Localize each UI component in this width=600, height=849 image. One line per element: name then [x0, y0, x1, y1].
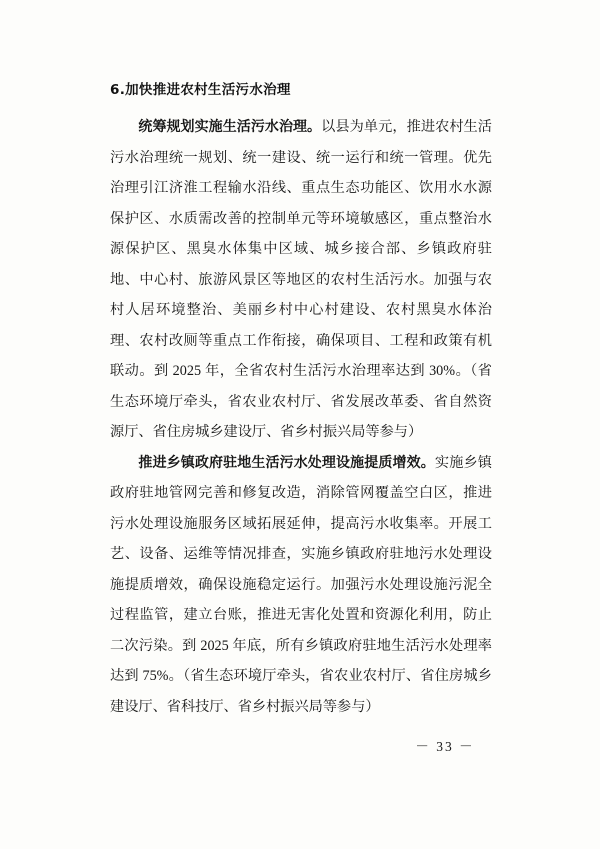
- paragraph-2: [110, 448, 492, 723]
- paragraph-2-body: 实施乡镇政府驻地管网完善和修复改造，消除管网覆盖空白区，推进污水处理设施服务区域拓展延伸，提高污水收集率。开展工艺、设备、运维等情况排查，实施乡镇政府驻地污水处理设施提质增效，确保设施稳定运行。加强污水处理设施污泥全过程监管，建立台账，推进无害化处置和资源化利用，防止二次污染。到 2025 年底，所有乡镇政府驻地生活污水处理率达到 75%。（省生态环境厅牵头，省农业农村厅、省住房城乡建设厅、省科技厅、省乡村振兴局等参与）: [110, 454, 492, 715]
- page-number: － 33 －: [415, 739, 475, 754]
- paragraph-1: [110, 112, 492, 448]
- page-content: [110, 78, 492, 722]
- paragraph-1-lead: 统筹规划实施生活污水治理。: [138, 119, 322, 135]
- section-heading: 6.加快推进农村生活污水治理: [110, 82, 291, 98]
- paragraph-1-body: 以县为单元，推进农村生活污水治理统一规划、统一建设、统一运行和统一管理。优先治理引江济淮工程输水沿线、重点生态功能区、饮用水水源保护区、水质需改善的控制单元等环境敏感区，重点整治水源保护区、黑臭水体集中区域、城乡接合部、乡镇政府驻地、中心村、旅游风景区等地区的农村生活污水。加强与农村人居环境整治、美丽乡村中心村建设、农村黑臭水体治理、农村改厕等重点工作衔接，确保项目、工程和政策有机联动。到 2025 年，全省农村生活污水治理率达到 30%。（省生态环境厅牵头，省农业农村厅、省发展改革委、省自然资源厅、省住房城乡建设厅、省乡村振兴局等参与）: [110, 119, 492, 440]
- paragraph-2-lead: 推进乡镇政府驻地生活污水处理设施提质增效。: [138, 454, 435, 471]
